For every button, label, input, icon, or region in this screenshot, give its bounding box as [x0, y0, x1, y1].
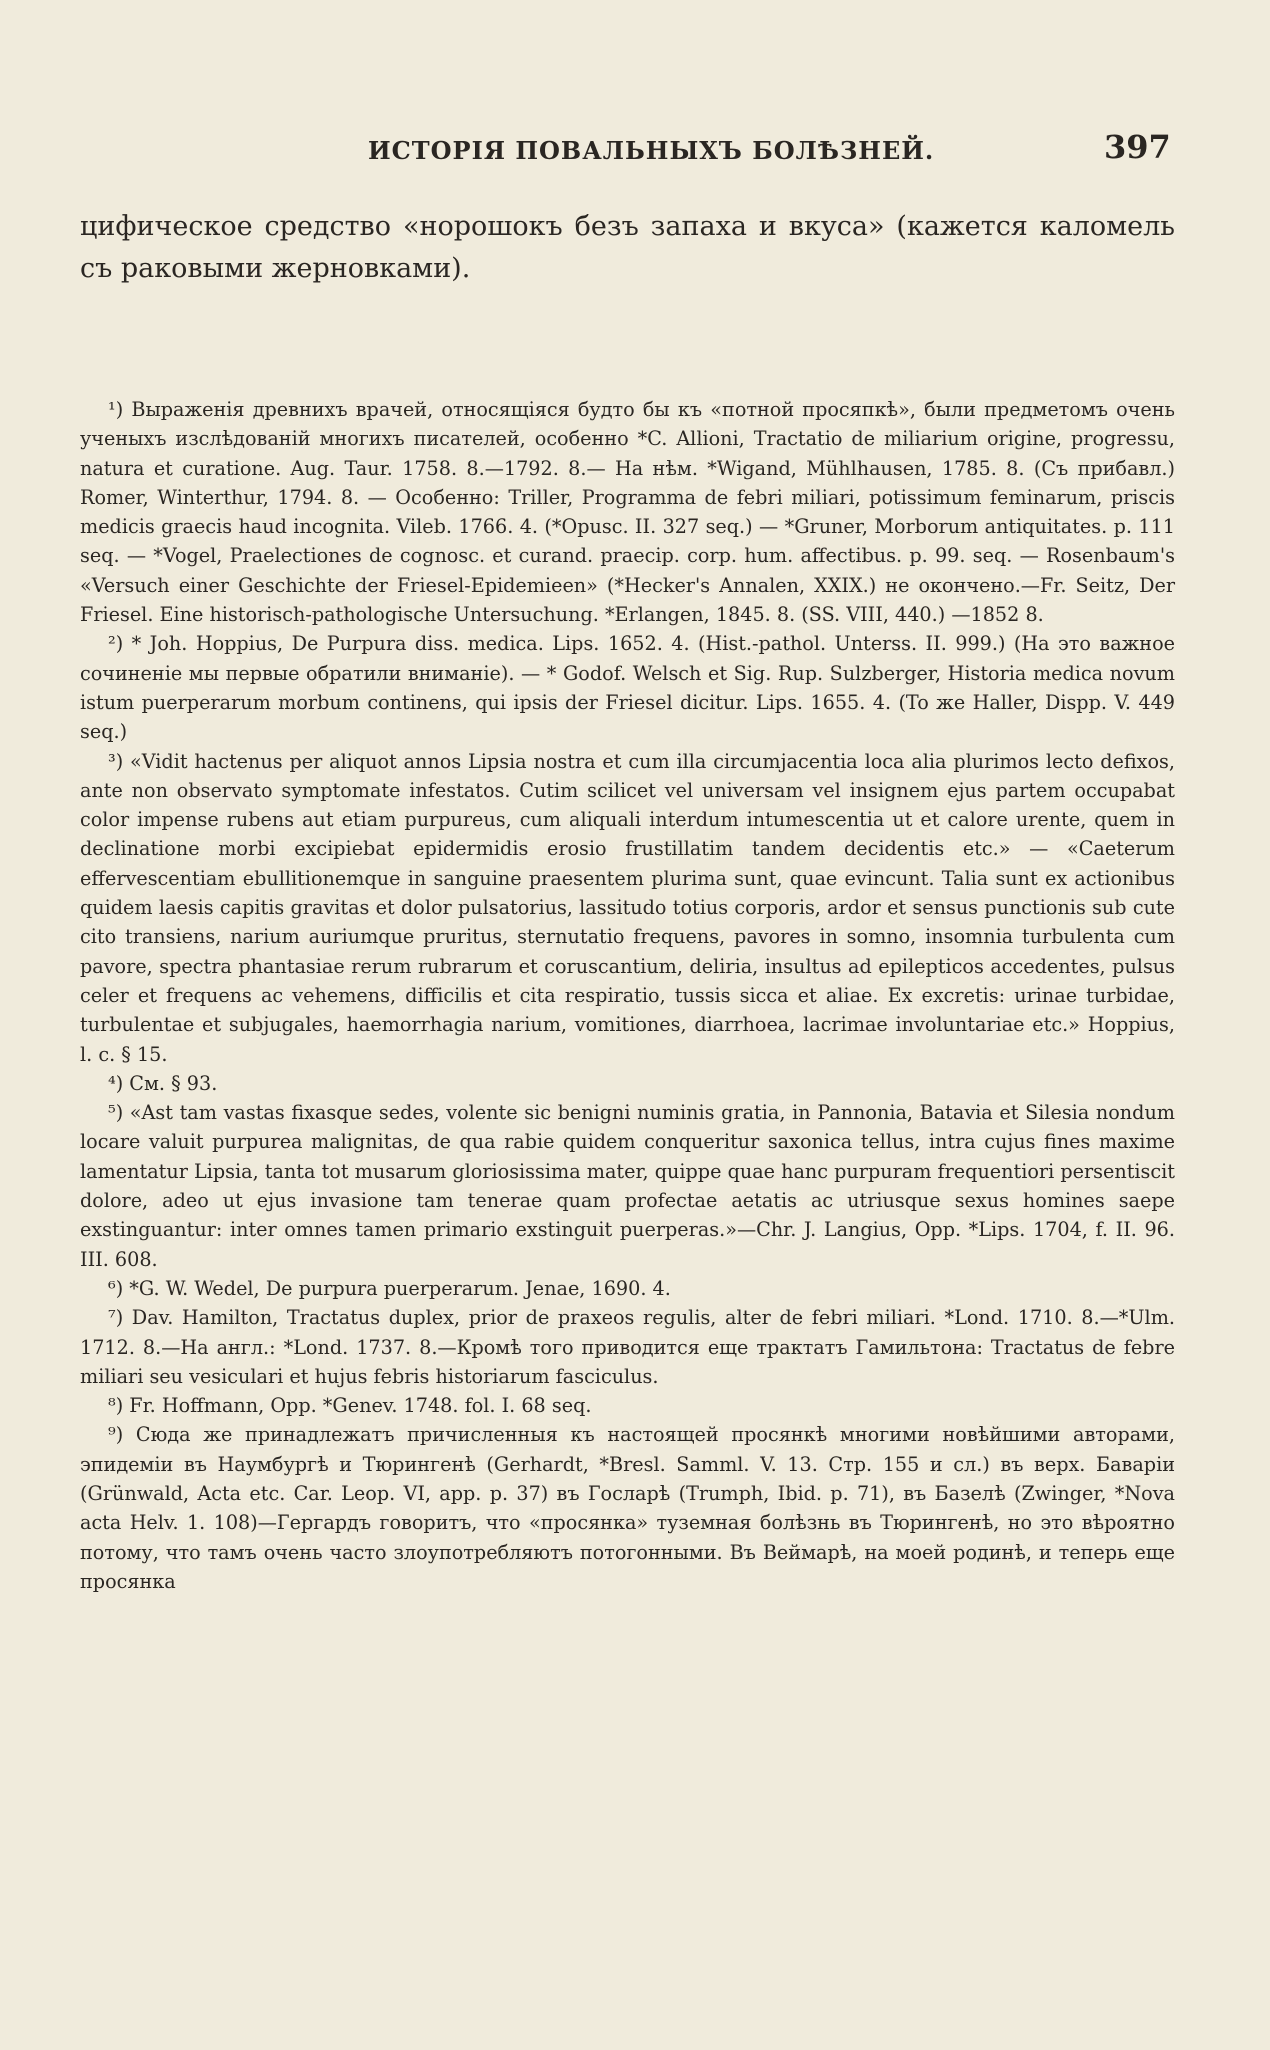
body-text: цифическое средство «норошокъ безъ запаха и вкуса» (кажется каломель съ раковыми жерновками).: [80, 211, 1175, 284]
running-head: ИСТОРІЯ ПОВАЛЬНЫХЪ БОЛѢЗНЕЙ.: [368, 136, 935, 165]
footnote-8: ⁸) Fr. Hoffmann, Opp. *Genev. 1748. fol. I. 68 seq.: [108, 1394, 592, 1418]
page-number: 397: [1104, 128, 1171, 166]
footnote-2: ²) * Joh. Hoppius, De Purpura diss. medica. Lips. 1652. 4. (Hist.-pathol. Unterss. II. 999.) (На это важное сочиненіе мы первые обратили вниманіе). — * Godof. Welsch et Sig. Rup. Sulzberger, Historia medica novum istum puerperarum morbum continens, qui ipsis der Friesel dicitur. Lips. 1655. 4. (To же Haller, Dispp. V. 449 seq.): [80, 632, 1175, 744]
footnote-6: ⁶) *G. W. Wedel, De purpura puerperarum. Jenae, 1690. 4.: [108, 1276, 671, 1300]
footnote-7: ⁷) Dav. Hamilton, Tractatus duplex, prior de praxeos regulis, alter de febri miliari. *Lond. 1710. 8.—*Ulm. 1712. 8.—На англ.: *Lond. 1737. 8.—Кромѣ того приводится еще трактатъ Гамильтона: Tractatus de febre miliari seu vesiculari et hujus febris historiarum fasciculus.: [80, 1306, 1175, 1388]
footnote-3: ³) «Vidit hactenus per aliquot annos Lipsia nostra et cum illa circumjacentia loca alia plurimos lecto defixos, ante non observato symptomate infestatos. Cutim scilicet vel universam vel insignem ejus partem occupabat color impense rubens aut etiam purpureus, cum aliquali interdum intumescentia ut et calore urente, quem in declinatione morbi excipiebat epidermidis erosio frustillatim tandem decidentis etc.» — «Caeterum effervescentiam ebullitionemque in sanguine praesentem plurima sunt, quae evincunt. Talia sunt ex actionibus quidem laesis capitis gravitas et dolor pulsatorius, lassitudo totius corporis, ardor et sensus punctionis sub cute cito transiens, narium auriumque pruritus, sternutatio frequens, pavores in somno, insomnia turbulenta cum pavore, spectra phantasiae rerum rubrarum et coruscantium, deliria, insultus ad epilepticos accedentes, pulsus celer et frequens ac vehemens, difficilis et cita respiratio, tussis sicca et aliae. Ex excretis: urinae turbidae, turbulentae et subjugales, haemorrhagia narium, vomitiones, diarrhoea, lacrimae involuntariae etc.» Hoppius, l. c. § 15.: [80, 749, 1175, 1066]
footnotes: [80, 395, 1175, 1596]
footnote-4: ⁴) См. § 93.: [108, 1071, 218, 1095]
footnote-5: ⁵) «Ast tam vastas fixasque sedes, volente sic benigni numinis gratia, in Pannonia, Batavia et Silesia nondum locare valuit purpurea malignitas, de qua rabie quidem conqueritur saxonica tellus, intra cujus fines maxime lamentatur Lipsia, tanta tot musarum gloriosissima mater, quippe quae hanc purpuram frequentiori persentiscit dolore, adeo ut ejus invasione tam tenerae quam profectae aetatis ac utriusque sexus homines saepe exstinguantur: inter omnes tamen primario exstinguit puerperas.»—Chr. J. Langius, Opp. *Lips. 1704, f. II. 96. III. 608.: [80, 1101, 1175, 1271]
footnote-1: ¹) Выраженія древнихъ врачей, относящіяся будто бы къ «потной просяпкѣ», были предметомъ очень ученыхъ изслѣдованій многихъ писателей, особенно *C. Allioni, Tractatio de miliarium origine, progressu, natura et curatione. Aug. Taur. 1758. 8.—1792. 8.— На нѣм. *Wigand, Mühlhausen, 1785. 8. (Съ прибавл.) Romer, Winterthur, 1794. 8. — Особенно: Triller, Programma de febri miliari, potissimum feminarum, priscis medicis graecis haud incognita. Vileb. 1766. 4. (*Opusc. II. 327 seq.) — *Gruner, Morborum antiquitates. p. 111 seq. — *Vogel, Praelectiones de cognosc. et curand. praecip. corp. hum. affectibus. p. 99. seq. — Rosenbaum's «Versuch einer Geschichte der Friesel-Epidemieen» (*Hecker's Annalen, XXIX.) не окончено.—Fr. Seitz, Der Friesel. Eine historisch-pathologische Untersuchung. *Erlangen, 1845. 8. (SS. VIII, 440.) —1852 8.: [80, 398, 1175, 627]
footnote-9: ⁹) Сюда же принадлежатъ причисленныя къ настоящей просянкѣ многими новѣйшими авторами, эпидеміи въ Наумбургѣ и Тюрингенѣ (Gerhardt, *Bresl. Samml. V. 13. Стр. 155 и сл.) въ верх. Баваріи (Grünwald, Acta etc. Car. Leop. VI, app. p. 37) въ Госларѣ (Trumph, Ibid. p. 71), въ Базелѣ (Zwinger, *Nova acta Helv. 1. 108)—Гергардъ говоритъ, что «просянка» туземная болѣзнь въ Тюрингенѣ, но это вѣроятно потому, что тамъ очень часто злоупотребляютъ потогонными. Въ Веймарѣ, на моей родинѣ, и теперь еще просянка: [80, 1423, 1175, 1593]
